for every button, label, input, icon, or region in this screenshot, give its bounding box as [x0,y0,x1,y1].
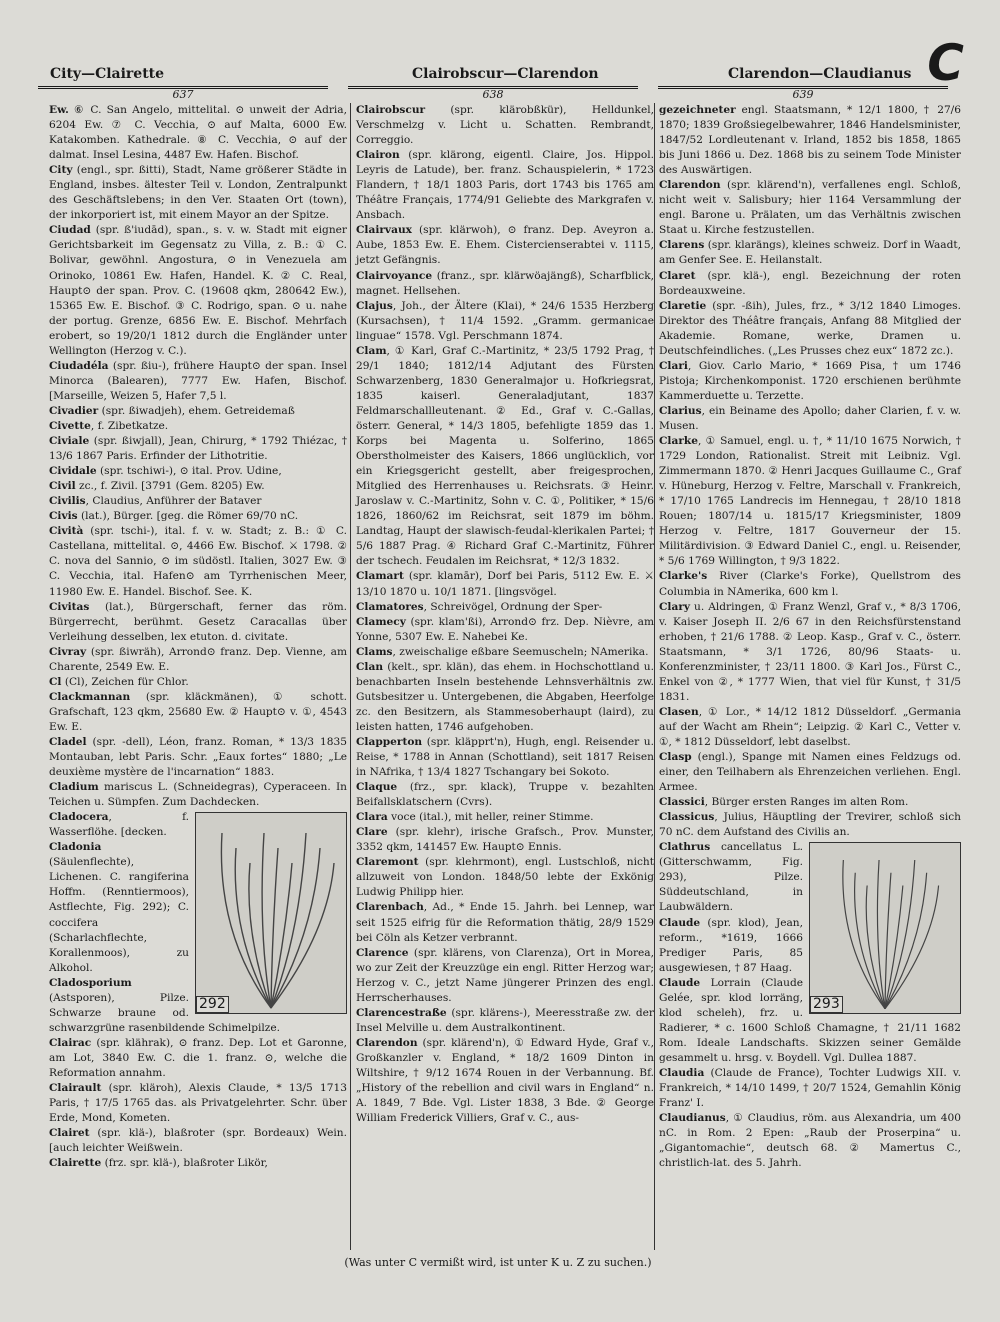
entry-headword: Cladonia [49,841,102,854]
entry-headword: City [49,164,73,177]
entry-headword: Civray [49,645,87,658]
page-number-right: 639 [658,86,948,100]
dictionary-entry: Cladium mariscus L. (Schneidegras), Cyperaceen. In Teichen u. Sümpfen. Zum Dachdecken. [49,781,347,809]
illustration-figure [809,842,961,1014]
dictionary-entry: Civiale (spr. ßiwjall), Jean, Chirurg, * 1792 Thiézac, † 13/6 1867 Paris. Erfinder der Lithotritie. [49,435,347,463]
entry-headword: Claude [659,976,701,989]
dictionary-entry: Clara voce (ital.), mit heller, reiner Stimme. [356,811,594,824]
figure-number: 293 [810,996,843,1013]
entry-headword: Clan [356,660,384,673]
entry-headword: Cividale [49,465,97,478]
entry-headword: Claretie [659,299,707,312]
entry-headword: Classicus [659,811,715,824]
dictionary-entry: gezeichneter engl. Staatsmann, * 12/1 1800, † 27/6 1870; 1839 Großsiegelbewahrer, 1846 Handelsminister, 1847/52 Lordleutenant v. Irland, 1852 bis 1858, 1865 bis Juni 1866 u. Dez. 1868 bis zu seinem Tode Minister des Auswärtigen. [659,104,961,177]
dictionary-entry: Clarencestraße (spr. klärens-), Meeresstraße zw. der Insel Melville u. dem Australkontinent. [356,1006,654,1034]
page-footer-note: (Was unter C vermißt wird, ist unter K u. Z zu suchen.) [344,1256,652,1269]
entry-headword: Claret [659,269,696,282]
entry-headword: Clari [659,359,688,372]
dictionary-entry: Clarke, ① Samuel, engl. u. †, * 11/10 1675 Norwich, † 1729 London, Rationalist. Streit mit Leibniz. Vgl. Zimmermann 1870. ② Henri Jacques Guillaume C., Graf v. Hüneburg, Herzog v. Feltre, Marschall v. Frankreich, * 17/10 1765 Landrecis im Hennegau, † 28/10 1818 Rouen; 1807/14 u. 1815/17 Kriegsminister, 1809 Herzog v. Feltre, 1817 Gouverneur der 15. Militärdivision. ③ Edward Daniel C., engl. u. Reisender, * 5/6 1769 Willington, † 9/3 1822. [659,435,961,568]
column-right [659,103,961,1171]
entry-headword: Civadier [49,404,99,417]
entry-headword: Clamecy [356,615,406,628]
dictionary-entry: Civis (lat.), Bürger. [geg. die Römer 69/70 nC. [49,510,299,523]
entry-headword: Cladocera [49,811,109,824]
dictionary-entry: Clarens (spr. klarängs), kleines schweiz. Dorf in Waadt, am Genfer See. E. Heilanstalt. [659,239,961,267]
dictionary-entry: Clapperton (spr. kläpprt'n), Hugh, engl. Reisender u. Reise, * 1788 in Annan (Schottland), seit 1817 Reisen in NAfrika, † 13/4 1827 Tschangary bei Sokoto. [356,735,654,779]
dictionary-entry: Claudianus, ① Claudius, röm. aus Alexandria, um 400 nC. in Rom. 2 Epen: „Raub der Proserpina“ u. „Gigantomachie“, deutsch 68. ② Mamertus C., christlich-lat. des 5. Jahrh. [659,1112,961,1170]
dictionary-entry: Clairault (spr. kläroh), Alexis Claude, * 13/5 1713 Paris, † 17/5 1765 das. als Privatgelehrter. Schr. über Erde, Mond, Kometen. [49,1082,347,1125]
column-divider [350,103,351,1250]
entry-headword: Civis [49,510,78,523]
entry-headword: Clams [356,645,393,658]
plant-illustration [810,843,960,1013]
running-heads [38,66,914,86]
dictionary-entry: Clasen, ① Lor., * 14/12 1812 Düsseldorf. „Germania auf der Wacht am Rhein“; Leipzig. ② Karl C., Vetter v. ①, * 1812 Düsseldorf, lebt daselbst. [659,705,961,748]
dictionary-entry: Clarence (spr. klärens, von Clarenza), Ort in Morea, wo zur Zeit der Kreuzzüge ein engl. Ritter Herzog war; Herzog v. C., jetzt Name jüngerer Prinzen des engl. Herrscherhauses. [356,946,654,1004]
dictionary-entry: Clairobscur (spr. klärobßkür), Helldunkel, Verschmelzg v. Licht u. Schatten. Rembrandt, Correggio. [356,104,654,147]
entry-headword: gezeichneter [659,104,736,116]
dictionary-entry: Classicus, Julius, Häuptling der Trevirer, schloß sich 70 nC. dem Aufstand des Civilis an. [659,811,961,839]
entry-headword: Ciudad [49,224,91,237]
dictionary-entry: Clackmannan (spr. kläckmänen), ① schott. Grafschaft, 123 qkm, 25680 Ew. ② Haupt⊙ v. ①, 4543 Ew. E. [49,690,347,733]
entry-headword: Claudia [659,1067,705,1079]
entry-headword: Clairvoyance [356,269,433,282]
entry-headword: Cività [49,525,84,538]
dictionary-entry: Claude Lorrain (Claude Gelée, spr. klod lorräng, klod scheleh), frz. u. Radierer, * c. 1600 Schloß Chamagne, † 21/11 1682 Rom. Ideale Landschafts. Skizzen seiner Gemälde gesammelt u. hrsg. v. Boydell. Vgl. Dullea 1887. [659,976,961,1064]
dictionary-entry: Civray (spr. ßiwräh), Arrond⊙ franz. Dep. Vienne, am Charente, 2549 Ew. E. [49,645,347,673]
section-letter: C [927,34,964,92]
entry-headword: Civette [49,419,91,432]
dictionary-entry: Clarendon (spr. klärend'n), ① Edward Hyde, Graf v., Großkanzler v. England, * 18/2 1609 Dinton in Wiltshire, † 9/12 1674 Rouen in der Verbannung. Bf. „History of the rebellion and civil wars in England“ n. A. 1849, 7 Bde. Vgl. Lister 1838, 3 Bde. ② George William Frederick Villiers, Graf v. C., aus- [356,1036,654,1125]
entry-headword: Clathrus [659,841,711,854]
dictionary-entry: Clari, Giov. Carlo Mario, * 1669 Pisa, † um 1746 Pistoja; Kirchenkomponist. 1720 erschienen berühmte Kammerduette u. Terzette. [659,359,961,402]
running-head-right: Clarendon—Claudianus [728,66,912,82]
entry-headword: Clamatores [356,600,424,613]
dictionary-entry: Clairvoyance (franz., spr. klärwöajängß), Scharfblick, magnet. Hellsehen. [356,269,654,297]
entry-headword: Civil [49,480,76,493]
entry-headword: Cl [49,675,62,688]
dictionary-entry: Cladocera, f. Wasserflöhe. [decken. [49,811,189,839]
entry-headword: Clam [356,344,387,357]
dictionary-entry: Clamecy (spr. klam'ßi), Arrond⊙ frz. Dep. Nièvre, am Yonne, 5307 Ew. E. Nahebei Ke. [356,615,654,643]
column-divider [654,103,655,1250]
dictionary-entry: Cladonia (Säulenflechte), Lichenen. C. rangiferina Hoffm. (Renntiermoos), Astflechte, Fig. 292); C. coccifera (Scharlachflechte, Korallenmoos), zu Alkohol. [49,841,189,974]
entry-headword: Clare [356,826,388,839]
illustration-figure [195,812,347,1014]
entry-headword: Ciudadéla [49,359,109,372]
dictionary-entry: Civilis, Claudius, Anführer der Bataver [49,495,262,508]
dictionary-entry: Civitas (lat.), Bürgerschaft, ferner das röm. Bürgerrecht, berühmt. Gesetz Caracallas über Verleihung desselben, lex etuton. d. civitate. [49,600,347,643]
dictionary-entry: Clams, zweischalige eßbare Seemuscheln; NAmerika. [356,645,649,658]
entry-headword: Cladel [49,735,87,748]
entry-headword: Civiale [49,435,90,448]
entry-headword: Ew. [49,104,69,116]
entry-headword: Clairet [49,1127,90,1140]
dictionary-entry: Cl (Cl), Zeichen für Chlor. [49,675,189,688]
dictionary-entry: Cladosporium (Astsporen), Pilze. Schwarze braune od. schwarzgrüne rasenbildende Schimelpilze. [49,976,280,1034]
dictionary-entry: Clasp (engl.), Spange mit Namen eines Feldzugs od. einer, den Teilhabern als Ehrenzeichen verliehen. Engl. Armee. [659,751,961,794]
dictionary-entry: Clairvaux (spr. klärwoh), ⊙ franz. Dep. Aveyron a. Aube, 1853 Ew. E. Ehem. Cistercienserabtei v. 1115, jetzt Gefängnis. [356,224,654,267]
dictionary-entry: Clarius, ein Beiname des Apollo; daher Clarien, f. v. w. Musen. [659,404,961,432]
page-number-left: 637 [38,86,328,100]
entry-headword: Clairac [49,1036,92,1049]
entry-headword: Clasen [659,705,699,718]
entry-headword: Clairault [49,1082,102,1095]
dictionary-entry: Clairet (spr. klä-), blaßroter (spr. Bordeaux) Wein. [auch leichter Weißwein. [49,1127,347,1155]
entry-headword: Clarendon [356,1036,418,1049]
entry-headword: Classici [659,796,705,809]
dictionary-entry: Clan (kelt., spr. klän), das ehem. in Hochschottland u. benachbarten Inseln bestehende Lehnsverhältnis zw. Gutsbesitzer u. Untergebenen, die Abgaben, Heerfolge zc. den Besitzern, als Stammesoberhaupt (laird), zu leisten hatten, 1746 aufgehoben. [356,660,654,733]
entry-headword: Clarence [356,946,409,959]
dictionary-entry: Clarke's River (Clarke's Forke), Quellstrom des Columbia in NAmerika, 600 km l. [659,570,961,598]
entry-headword: Clapperton [356,735,423,748]
dictionary-entry: Cividale (spr. tschiwi-), ⊙ ital. Prov. Udine, [49,465,282,478]
dictionary-entry: Cività (spr. tschi-), ital. f. v. w. Stadt; z. B.: ① C. Castellana, mittelital. ⊙, 4466 Ew. Bischof. ⚔ 1798. ② C. nova del Sannio, ⊙ im südöstl. Italien, 3027 Ew. ③ C. Vecchia, ital. Hafen⊙ am Tyrrhenischen Meer, 11980 Ew. E. Handel. Bischof. See. K. [49,525,347,598]
dictionary-entry: Ciudad (spr. ß'iudād), span., s. v. w. Stadt mit eigner Gerichtsbarkeit im Gegensatz zu Villa, z. B.: ① C. Bolivar, gewöhnl. Angostura, ⊙ in Venezuela am Orinoko, 10861 Ew. Hafen, Handel. K. ② C. Real, Haupt⊙ der span. Prov. C. (19608 qkm, 280642 Ew.), 15365 Ew. E. Bischof. ③ C. Rodrigo, span. ⊙ u. nahe der portug. Grenze, 6856 Ew. E. Bischof. Mehrfach erobert, so 19/20/1 1812 durch die Engländer unter Wellington (Herzog v. C.). [49,224,347,357]
entry-headword: Clary [659,600,691,613]
entry-headword: Clarens [659,239,705,252]
dictionary-entry: Claque (frz., spr. klack), Truppe v. bezahlten Beifallsklatschern (Cvrs). [356,781,654,809]
entry-headword: Cladium [49,781,99,794]
entry-headword: Clara [356,811,388,824]
dictionary-entry: Ew. ⑥ C. San Angelo, mittelital. ⊙ unweit der Adria, 6204 Ew. ⑦ C. Vecchia, ⊙ auf Malta, 6000 Ew. Katakomben. Kathedrale. ⑧ C. Vecchia, ⊙ auf der dalmat. Insel Lesina, 4487 Ew. Hafen. Bischof. [49,104,347,162]
dictionary-entry: Clarenbach, Ad., * Ende 15. Jahrh. bei Lennep, war seit 1525 eifrig für die Reformation thätig, 28/9 1529 bei Cöln als Ketzer verbrannt. [356,901,654,944]
running-head-middle: Clairobscur—Clarendon [412,66,599,82]
dictionary-entry: Claude (spr. klod), Jean, reform., *1619, 1666 Prediger Paris, 85 ausgewiesen, † 87 Haag. [659,916,803,974]
dictionary-entry: Civadier (spr. ßiwadjeh), ehem. Getreidemaß [49,404,295,417]
page-number-middle: 638 [348,86,638,100]
entry-headword: Cladosporium [49,976,132,989]
dictionary-entry: Classici, Bürger ersten Ranges im alten Rom. [659,796,909,809]
dictionary-entry: Clary u. Aldringen, ① Franz Wenzl, Graf v., * 8/3 1706, v. Kaiser Joseph II. 2/6 67 in den Reichsfürstenstand erhoben, † 21/6 1788. ② Leop. Kasp., Graf v. C., österr. Staatsmann, * 3/1 1726, 80/96 Staats- u. Konferenzminister, † 23/11 1800. ③ Karl Jos., Fürst C., Enkel von ②, * 1777 Wien, that viel für Kunst, † 31/5 1831. [659,600,961,703]
dictionary-entry: Clamatores, Schreivögel, Ordnung der Sper- [356,600,603,613]
dictionary-entry: Clarendon (spr. klärend'n), verfallenes engl. Schloß, nicht weit v. Salisbury; hier 1164 Versammlung der engl. Barone u. Prälaten, um das Verhältnis zwischen Staat u. Kirche festzustellen. [659,179,961,237]
dictionary-entry: Claretie (spr. -ßih), Jules, frz., * 3/12 1840 Limoges. Direktor des Théâtre français, Anfang 88 Mitglied der Akademie. Romane, werke, Dramen u. Deutschfeindliches. („Les Prusses chez eux“ 1872 zc.). [659,299,961,357]
dictionary-entry: Claremont (spr. klehrmont), engl. Lustschloß, nicht allzuweit von London. 1848/50 lebte der Exkönig Ludwig Philipp hier. [356,856,654,899]
entry-headword: Claque [356,781,398,794]
entry-headword: Clairon [356,149,400,162]
dictionary-entry: Claudia (Claude de France), Tochter Ludwigs XII. v. Frankreich, * 14/10 1499, † 20/7 1524, Gemahlin König Franz' I. [659,1067,961,1110]
entry-headword: Civilis [49,495,86,508]
dictionary-entry: Civil zc., f. Zivil. [3791 (Gem. 8205) Ew. [49,480,265,493]
entry-headword: Clarenbach [356,901,424,914]
entry-headword: Clamart [356,570,404,583]
entry-headword: Clarius [659,404,702,417]
dictionary-entry: Clamart (spr. klamār), Dorf bei Paris, 5112 Ew. E. ⚔ 13/10 1870 u. 10/1 1871. [lingsvögel. [356,570,654,598]
dictionary-entry: City (engl., spr. ßitti), Stadt, Name größerer Städte in England, insbes. ältester Teil v. London, Zentralpunkt des Geschäftslebens; in den Ver. Staaten Ort (town), der inkorporiert ist, mit einem Mayor an der Spitze. [49,164,347,222]
entry-headword: Claude [659,916,701,929]
entry-headword: Clairvaux [356,224,412,237]
dictionary-entry: Clairac (spr. klährak), ⊙ franz. Dep. Lot et Garonne, am Lot, 3840 Ew. C. die 1. franz. ⊙, welche die Reformation annahm. [49,1036,347,1079]
entry-headword: Clasp [659,751,692,764]
entry-headword: Clarke's [659,570,708,583]
page-number-row [38,86,958,100]
entry-headword: Clajus [356,299,393,312]
dictionary-entry: Clare (spr. klehr), irische Grafsch., Prov. Munster, 3352 qkm, 141457 Ew. Haupt⊙ Ennis. [356,826,654,854]
entry-headword: Clairette [49,1157,102,1170]
entry-headword: Clarendon [659,179,721,192]
entry-headword: Claremont [356,856,419,869]
dictionary-entry: Clam, ① Karl, Graf C.-Martinitz, * 23/5 1792 Prag, † 29/1 1840; 1812/14 Adjutant des Fürsten Schwarzenberg, 1830 Generalmajor u. Hofkriegsrat, 1835 kaiserl. Generaladjutant, 1837 Feldmarschallleutenant. ② Ed., Graf v. C.-Gallas, österr. General, * 14/3 1805, befehligte 1859 das 1. Korps bei Magenta u. Solferino, 1865 Oberstholmeister des Kaisers, 1866 unglücklich, vor ein Kriegsgericht gestellt, aber freigesprochen, Mitglied des Herrenhauses u. Reichsrats. ③ Heinr. Jaroslaw v. C.-Martinitz, Sohn v. C. ①, Politiker, * 15/6 1826, 1860/62 im Reichsrat, seit 1879 im böhm. Landtag, Haupt der slawisch-feudal-klerikalen Partei; † 5/6 1887 Prag. ④ Richard Graf C.-Martinitz, Führer der tschech. Feudalen im Reichsrat, * 12/3 1832. [356,344,654,568]
entry-headword: Clackmannan [49,690,131,703]
running-head-left: City—Clairette [50,66,165,82]
dictionary-entry: Ciudadéla (spr. ßiu-), frühere Haupt⊙ der span. Insel Minorca (Balearen), 7777 Ew. Hafen, Bischof. [Marseille, Weizen 5, Hafer 7,5 l. [49,359,347,402]
dictionary-entry: Clathrus cancellatus L. (Gitterschwamm, Fig. 293), Pilze. Süddeutschland, in Laubwäldern. [659,841,803,914]
dictionary-entry: Clairette (frz. spr. klä-), blaßroter Likör, [49,1157,268,1170]
plant-illustration [196,813,346,1013]
entry-headword: Claudianus [659,1112,726,1125]
entry-headword: Civitas [49,600,90,613]
entry-headword: Clarencestraße [356,1006,447,1019]
dictionary-entry: Clajus, Joh., der Ältere (Klai), * 24/6 1535 Herzberg (Kursachsen), † 11/4 1592. „Gramm. germanicae linguae“ 1578. Vgl. Perschmann 1874. [356,299,654,342]
dictionary-entry: Clairon (spr. klärong, eigentl. Claire, Jos. Hippol. Leyris de Latude), ber. franz. Schauspielerin, * 1723 Flandern, † 18/1 1803 Paris, dort 1743 bis 1765 am Théâtre Français, 1774/91 Geliebte des Markgrafen v. Ansbach. [356,149,654,222]
column-middle [356,103,654,1126]
dictionary-entry: Cladel (spr. -dell), Léon, franz. Roman, * 13/3 1835 Montauban, lebt Paris. Schr. „Eaux fortes“ 1880; „Le deuxième mystère de l'incarnation“ 1883. [49,735,347,779]
entry-headword: Clairobscur [356,104,426,116]
dictionary-entry: Civette, f. Zibetkatze. [49,419,169,432]
dictionary-entry: Claret (spr. klä-), engl. Bezeichnung der roten Bordeauxweine. [659,269,961,297]
figure-number: 292 [196,996,229,1013]
entry-headword: Clarke [659,435,698,448]
column-left [49,103,347,1171]
